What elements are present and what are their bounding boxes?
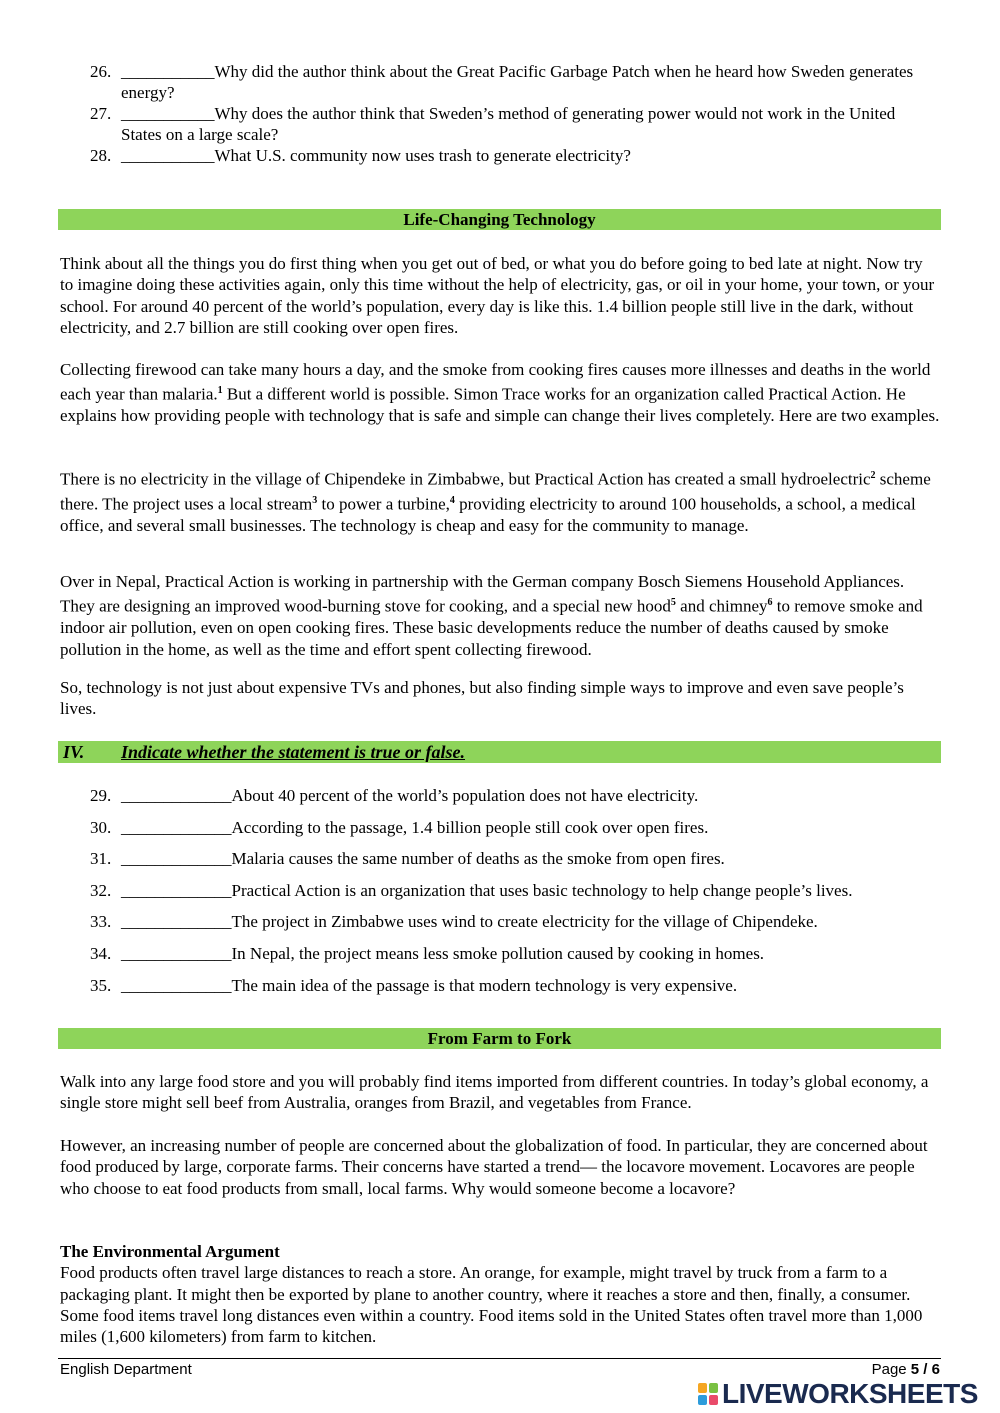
logo-text: LIVEWORKSHEETS — [722, 1378, 978, 1409]
part-number: IV. — [63, 742, 85, 762]
questions-26-28 — [90, 61, 940, 166]
question-text: What U.S. community now uses trash to generate electricity? — [214, 146, 631, 165]
question-35: 35. _____________The main idea of the passage is that modern technology is very expensive. — [90, 975, 738, 995]
statement-text: Malaria causes the same number of deaths as the smoke from open fires. — [231, 849, 725, 869]
statement-text: In Nepal, the project means less smoke pollution caused by cooking in homes. — [231, 943, 765, 963]
footnote-ref: 3 — [312, 494, 318, 506]
subheading-environmental-argument: The Environmental Argument — [60, 1242, 280, 1261]
footer-divider — [58, 1358, 941, 1359]
question-text: Why did the author think about the Great Pacific Garbage Patch when he heard how Sweden generates energy? — [121, 62, 914, 102]
question-text: Why does the author think that Sweden’s method of generating power would not work in the United States on a large scale? — [121, 104, 896, 144]
question-29: 29. _____________About 40 percent of the world’s population does not have electricity. — [90, 786, 699, 805]
footer-department: English Department — [60, 1361, 192, 1378]
answer-blank[interactable]: _____________ — [121, 943, 232, 963]
question-27 — [90, 103, 940, 145]
paragraph-2: Collecting firewood can take many hours a day, and the smoke from cooking fires causes more illnesses and deaths in the world each year than malaria.$^1$ But a different world is possible. Simon Trace works for an organization called Practical Action. He explains how providing people with technology that is safe and simple can change their lives completely. Here are two examples. — [60, 360, 940, 426]
paragraph-5: So, technology is not just about expensive TVs and phones, but also finding simple ways to improve and even save people’s lives. — [60, 678, 904, 719]
question-number: 28. — [90, 146, 112, 165]
footnote-ref: 1 — [217, 385, 223, 397]
question-number: 27. — [90, 104, 112, 123]
liveworksheets-logo — [697, 1379, 978, 1409]
question-34: 34. _____________In Nepal, the project means less smoke pollution caused by cooking in homes. — [90, 943, 765, 963]
logo-mark-icon — [697, 1382, 719, 1406]
question-32: 32. _____________Practical Action is an organization that uses basic technology to help change people’s lives. — [90, 880, 853, 900]
question-31: 31. _____________Malaria causes the same number of deaths as the smoke from open fires. — [90, 849, 725, 869]
question-number: 26. — [90, 62, 112, 81]
paragraph-4: Over in Nepal, Practical Action is working in partnership with the German company Bosch Siemens Household Appliances. They are designing an improved wood-burning stove for cooking, and a special new hood$^5$ and chimney$^6$ to remove smoke and indoor air pollution, even on open cooking fires. These basic developments reduce the number of deaths caused by smoke pollution in the home, as well as the time and effort spent collecting firewood. — [60, 572, 923, 659]
footnote-ref: 4 — [449, 494, 455, 506]
answer-blank[interactable]: _____________ — [121, 817, 232, 837]
question-26 — [90, 61, 940, 103]
footer-page-number: Page 5 / 6 — [871, 1361, 940, 1378]
footnote-ref: 6 — [767, 597, 773, 609]
section-title-from-farm-to-fork: From Farm to Fork — [58, 1028, 941, 1049]
section-title-life-changing-technology: Life-Changing Technology — [58, 209, 941, 230]
question-30: 30. _____________According to the passage, 1.4 billion people still cook over open fires. — [90, 817, 709, 837]
paragraph-3: There is no electricity in the village of Chipendeke in Zimbabwe, but Practical Action has created a small hydroelectric$^2$ scheme there. The project uses a local stream$^3$ to power a turbine,$^4$ providing electricity to around 100 households, a school, a medical office, and several small businesses. The technology is cheap and easy for the community to manage. — [60, 469, 931, 535]
statement-text: The project in Zimbabwe uses wind to create electricity for the village of Chipendeke. — [231, 912, 818, 932]
paragraph-1: Think about all the things you do first thing when you get out of bed, or what you do before going to bed late at night. Now try to imagine doing these activities again, only this time without the help of electricity, gas, or oil in your home, your town, or your school. For around 40 percent of the world’s population, every day is like this. 1.4 billion people still live in the dark, without electricity, and 2.7 billion are still cooking over open fires. — [60, 254, 935, 337]
statement-text: About 40 percent of the world’s population does not have electricity. — [231, 786, 699, 805]
question-28 — [90, 145, 940, 166]
part-iv-header — [58, 741, 941, 763]
paragraph-6: Walk into any large food store and you will probably find items imported from different countries. In today’s global economy, a single store might sell beef from Australia, oranges from Brazil, and vegetables from France. — [60, 1072, 929, 1113]
footnote-ref: 2 — [870, 470, 876, 481]
answer-blank[interactable]: ___________ — [121, 62, 215, 81]
footnote-ref: 5 — [670, 597, 676, 609]
part-instruction: Indicate whether the statement is true or false. — [121, 742, 466, 762]
statement-text: The main idea of the passage is that modern technology is very expensive. — [231, 975, 738, 995]
answer-blank[interactable]: _____________ — [121, 786, 232, 805]
paragraph-8: The Environmental Argument Food products often travel large distances to reach a store. An orange, for example, might travel by truck from a farm to a packaging plant. It might then be exported by plane to another country, where it reaches a store and then, finally, a consumer. Some food items travel long distances even within a country. Food items sold in the United States often travel more than 1,000 miles (1,600 kilometers) from farm to kitchen. — [60, 1241, 940, 1347]
answer-blank[interactable]: ___________ — [121, 146, 215, 165]
statement-text: Practical Action is an organization that uses basic technology to help change people’s lives. — [231, 880, 853, 900]
answer-blank[interactable]: ___________ — [121, 104, 215, 123]
statement-text: According to the passage, 1.4 billion people still cook over open fires. — [231, 817, 709, 837]
answer-blank[interactable]: _____________ — [121, 880, 232, 900]
question-33: 33. _____________The project in Zimbabwe uses wind to create electricity for the village of Chipendeke. — [90, 912, 818, 932]
answer-blank[interactable]: _____________ — [121, 975, 232, 995]
answer-blank[interactable]: _____________ — [121, 912, 232, 932]
true-false-list — [90, 780, 940, 1001]
answer-blank[interactable]: _____________ — [121, 849, 232, 869]
paragraph-7: However, an increasing number of people are concerned about the globalization of food. In particular, they are concerned about food produced by large, corporate farms. Their concerns have started a trend— the locavore movement. Locavores are people who choose to eat food products from small, local farms. Why would someone become a locavore? — [60, 1136, 928, 1198]
